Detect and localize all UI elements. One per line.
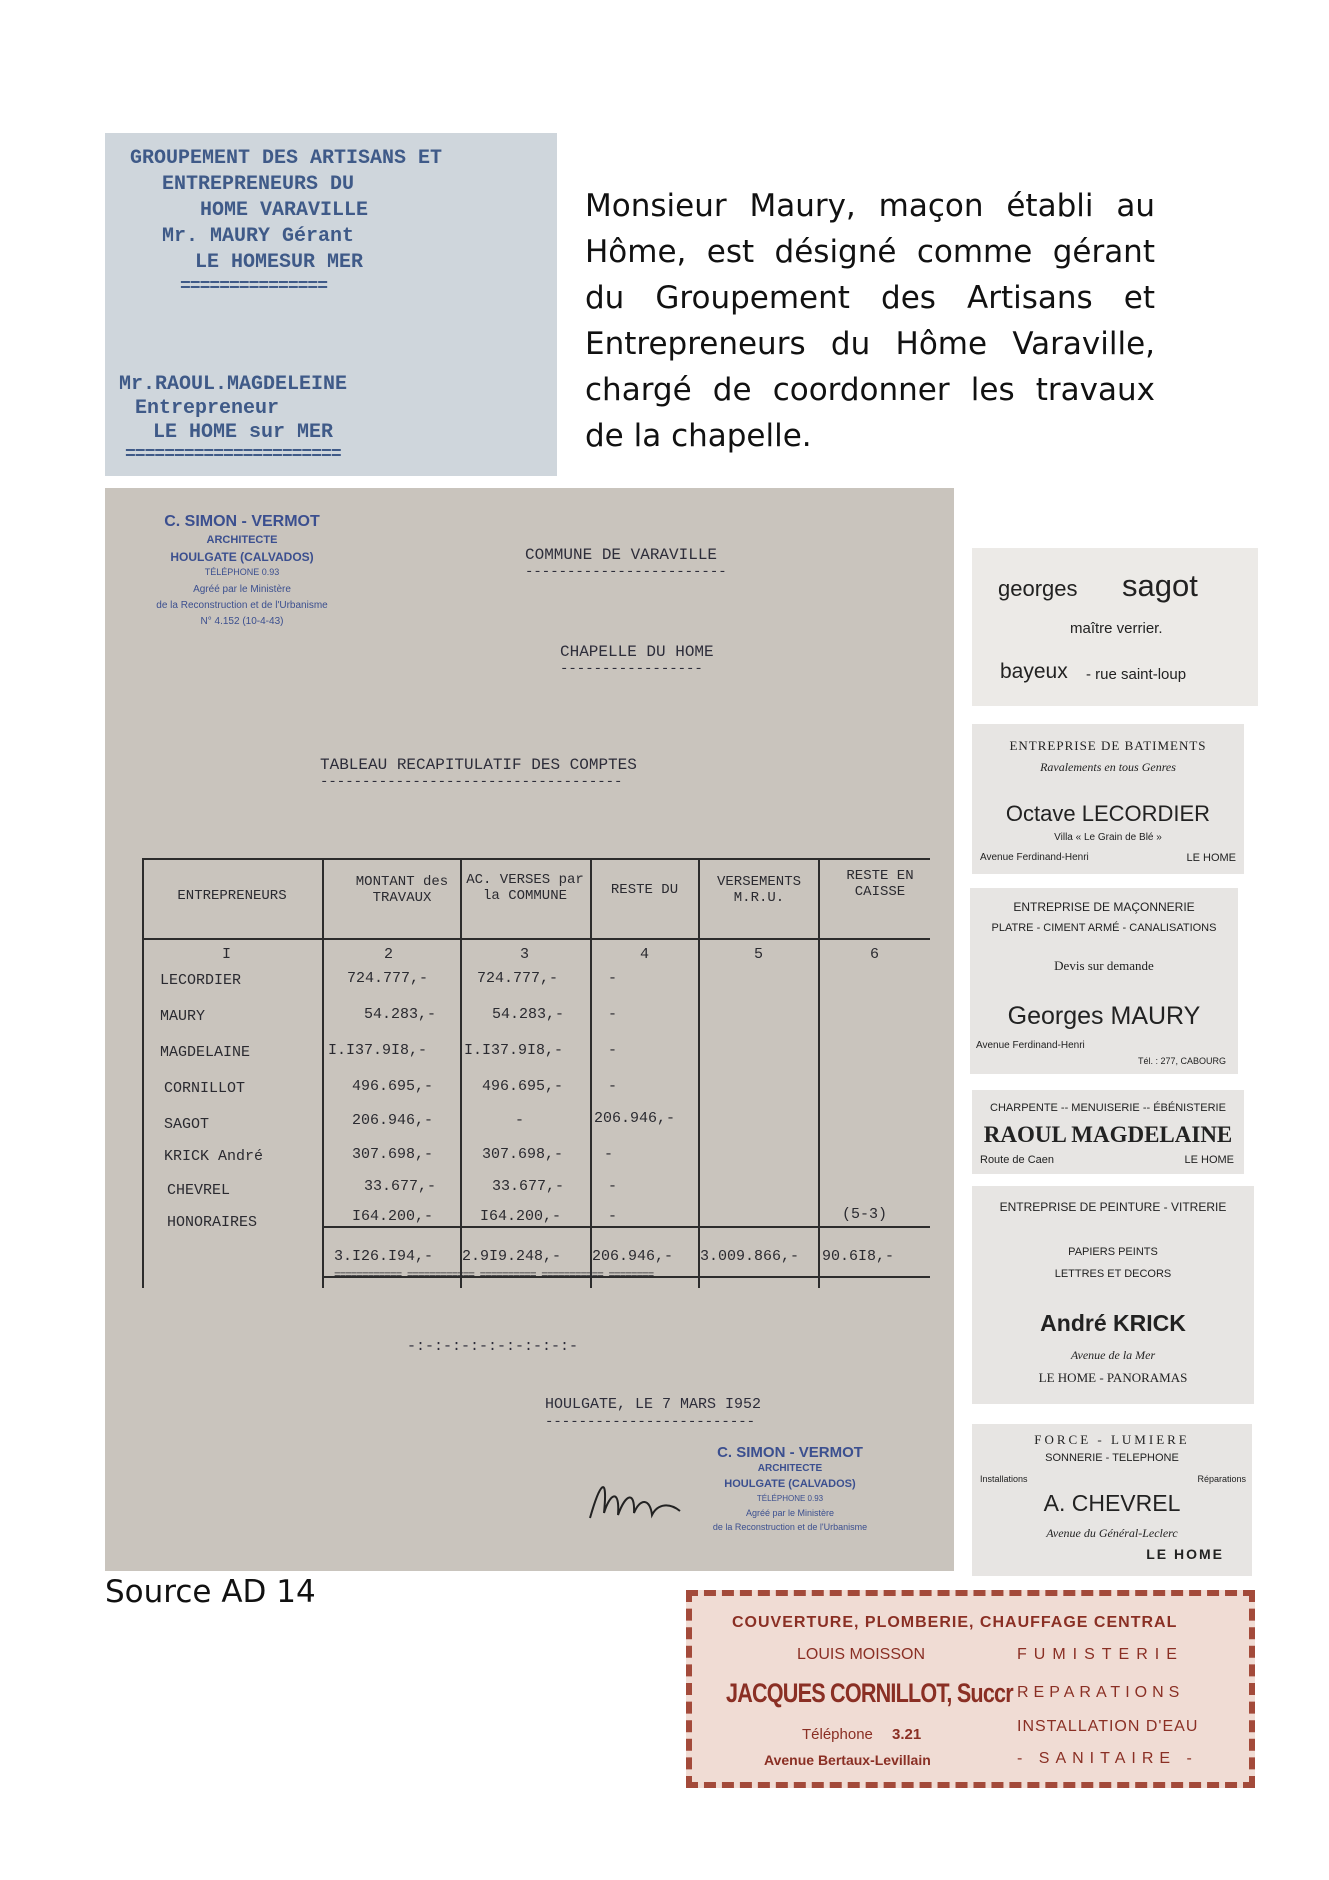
row-montant: 496.695,- bbox=[352, 1078, 434, 1095]
signature bbox=[580, 1463, 690, 1533]
recap-document bbox=[105, 488, 954, 1571]
chevrel-right: Réparations bbox=[1197, 1474, 1246, 1484]
lecordier-line2: Ravalements en tous Genres bbox=[1040, 760, 1176, 774]
row-montant: 724.777,- bbox=[347, 970, 429, 987]
stamp-divider: ====================== bbox=[125, 445, 341, 465]
row-name: KRICK André bbox=[164, 1148, 264, 1165]
krick-avenue: Avenue de la Mer bbox=[1070, 1348, 1156, 1362]
maury-tel: Tél. : 277, CABOURG bbox=[1137, 1056, 1226, 1066]
tableau-title: TABLEAU RECAPITULATIF DES COMPTES bbox=[320, 756, 637, 774]
chapelle-title: CHAPELLE DU HOME bbox=[560, 643, 714, 661]
maury-name: Georges MAURY bbox=[1007, 1002, 1201, 1030]
table-rule bbox=[590, 858, 592, 1288]
row-reste: 206.946,- bbox=[594, 1110, 676, 1127]
card-maury bbox=[970, 888, 1238, 1074]
table-rule bbox=[322, 858, 324, 1288]
chevrel-place: LE HOME bbox=[1146, 1546, 1224, 1562]
krick-place: LE HOME - PANORAMAS bbox=[1038, 1370, 1188, 1385]
chevrel-avenue: Avenue du Général-Leclerc bbox=[1046, 1526, 1178, 1540]
moisson-phone-label: Téléphone bbox=[802, 1726, 873, 1743]
row-verses: 54.283,- bbox=[492, 1006, 565, 1023]
table-header: RESTE EN CAISSE bbox=[846, 868, 914, 900]
table-header: MONTANT des TRAVAUX bbox=[355, 874, 449, 906]
total-montant: 3.I26.I94,- bbox=[334, 1248, 434, 1265]
table-rule bbox=[818, 858, 820, 1288]
column-number: 3 bbox=[520, 946, 530, 963]
card-sagot bbox=[972, 548, 1258, 706]
stamp-line: Mr.RAOUL.MAGDELEINE bbox=[119, 373, 348, 396]
card-krick bbox=[972, 1186, 1254, 1404]
table-header: ENTREPRENEURS bbox=[177, 888, 287, 904]
place-date: HOULGATE, LE 7 MARS I952 bbox=[545, 1396, 762, 1413]
maury-line3: Devis sur demande bbox=[1054, 958, 1154, 973]
row-reste: - bbox=[604, 1146, 614, 1163]
sagot-lastname: sagot bbox=[1122, 568, 1198, 603]
moisson-louis: LOUIS MOISSON bbox=[797, 1646, 926, 1663]
stamp-line: ENTREPRENEURS DU bbox=[162, 173, 355, 196]
stamp-line: Mr. MAURY Gérant bbox=[162, 225, 355, 248]
row-reste: - bbox=[608, 1006, 618, 1023]
architect-phone: TÉLÉPHONE 0.93 bbox=[204, 567, 280, 577]
total-verses: 2.9I9.248,- bbox=[462, 1248, 562, 1265]
chevrel-left: Installations bbox=[980, 1474, 1028, 1484]
stamp-line: LE HOMESUR MER bbox=[195, 251, 364, 274]
stamp-divider: =============== bbox=[180, 277, 328, 297]
maury-line1: ENTREPRISE DE MAÇONNERIE bbox=[1013, 900, 1195, 914]
intro-paragraph: Monsieur Maury, maçon établi au Hôme, est désigné comme gérant du Groupement des Artisans et Entrepreneurs du Hôme Varaville, chargé de coordonner les travaux de la chapelle. bbox=[585, 188, 1155, 454]
row-name: SAGOT bbox=[164, 1116, 210, 1133]
separator: -:-:-:-:-:-:-:-:-:- bbox=[407, 1338, 579, 1355]
stamp-line: GROUPEMENT DES ARTISANS ET bbox=[130, 147, 443, 170]
table-rule bbox=[142, 858, 930, 860]
card-magdelaine bbox=[972, 1090, 1244, 1174]
row-name: MAGDELAINE bbox=[160, 1044, 251, 1061]
gerant-stamp bbox=[105, 133, 557, 476]
lecordier-place: LE HOME bbox=[1186, 852, 1236, 864]
table-rule bbox=[322, 1226, 930, 1228]
total-caisse: 90.6I8,- bbox=[822, 1248, 895, 1265]
row-reste: - bbox=[608, 1208, 618, 1225]
row-montant: I64.200,- bbox=[352, 1208, 434, 1225]
row-verses: 496.695,- bbox=[482, 1078, 564, 1095]
source-caption: Source AD 14 bbox=[105, 1574, 316, 1610]
row-reste: - bbox=[608, 1078, 618, 1095]
row-verses: 307.698,- bbox=[482, 1146, 564, 1163]
magdelaine-street: Route de Caen bbox=[980, 1154, 1054, 1166]
lecordier-name: Octave LECORDIER bbox=[1005, 801, 1211, 826]
maury-line2: PLATRE - CIMENT ARMÉ - CANALISATIONS bbox=[991, 922, 1217, 934]
moisson-avenue: Avenue Bertaux-Levillain bbox=[764, 1752, 931, 1768]
row-reste: - bbox=[608, 970, 618, 987]
column-number: 2 bbox=[384, 946, 394, 963]
card-cornillot bbox=[686, 1590, 1255, 1788]
chevrel-name: A. CHEVREL bbox=[1043, 1490, 1181, 1516]
lecordier-villa: Villa « Le Grain de Blé » bbox=[1054, 832, 1162, 843]
architect-title: ARCHITECTE bbox=[757, 1463, 823, 1474]
row-note: (5-3) bbox=[842, 1206, 888, 1223]
magdelaine-name: RAOUL MAGDELAINE bbox=[983, 1122, 1233, 1147]
row-montant: 206.946,- bbox=[352, 1112, 434, 1129]
row-montant: 307.698,- bbox=[352, 1146, 434, 1163]
sagot-firstname: georges bbox=[998, 576, 1078, 601]
accounts-table bbox=[142, 858, 930, 1288]
architect-agree: de la Reconstruction et de l'Urbanisme bbox=[712, 1522, 868, 1532]
magdelaine-place: LE HOME bbox=[1184, 1154, 1234, 1166]
row-montant: I.I37.9I8,- bbox=[328, 1042, 428, 1059]
architect-title: ARCHITECTE bbox=[206, 534, 278, 546]
row-reste: - bbox=[608, 1042, 618, 1059]
double-underline: ============ ============ ========== =========== ======== bbox=[334, 1270, 654, 1282]
underline: ------------------------- bbox=[545, 1414, 756, 1430]
chevrel-line1: FORCE - LUMIERE bbox=[1034, 1432, 1190, 1447]
row-montant: 54.283,- bbox=[364, 1006, 437, 1023]
table-rule bbox=[460, 858, 462, 1288]
moisson-phone: 3.21 bbox=[892, 1726, 922, 1743]
architect-name: C. SIMON - VERMOT bbox=[717, 1444, 863, 1461]
architect-agree: Agréé par le Ministère bbox=[745, 1508, 835, 1518]
moisson-r2: REPARATIONS bbox=[1017, 1684, 1185, 1701]
moisson-line1: COUVERTURE, PLOMBERIE, CHAUFFAGE CENTRAL bbox=[732, 1614, 1178, 1631]
stamp-line: HOME VARAVILLE bbox=[200, 199, 369, 222]
card-lecordier bbox=[972, 724, 1244, 874]
row-reste: - bbox=[608, 1178, 618, 1195]
table-header: RESTE DU bbox=[610, 882, 679, 898]
krick-line1: ENTREPRISE DE PEINTURE - VITRERIE bbox=[999, 1200, 1227, 1214]
krick-line2: PAPIERS PEINTS bbox=[1068, 1246, 1158, 1258]
row-verses: - bbox=[515, 1112, 525, 1129]
row-verses: 724.777,- bbox=[477, 970, 559, 987]
stamp-line: Entrepreneur bbox=[135, 397, 280, 420]
magdelaine-line1: CHARPENTE -- MENUISERIE -- ÉBÉNISTERIE bbox=[990, 1102, 1226, 1114]
moisson-name: JACQUES CORNILLOT, Succr bbox=[726, 1678, 1013, 1708]
card-chevrel bbox=[972, 1424, 1252, 1576]
row-name: CORNILLOT bbox=[164, 1080, 246, 1097]
underline: ------------------------------------ bbox=[320, 774, 623, 790]
architect-city: HOULGATE (CALVADOS) bbox=[724, 1478, 856, 1490]
stamp-line: LE HOME sur MER bbox=[153, 421, 334, 444]
moisson-r3: INSTALLATION D'EAU bbox=[1017, 1718, 1199, 1735]
underline: ------------------------ bbox=[525, 564, 727, 580]
lecordier-avenue: Avenue Ferdinand-Henri bbox=[980, 852, 1089, 863]
column-number: 6 bbox=[870, 946, 880, 963]
table-header: VERSEMENTS M.R.U. bbox=[716, 874, 801, 906]
sagot-city: bayeux bbox=[1000, 660, 1068, 683]
row-montant: 33.677,- bbox=[364, 1178, 437, 1195]
architect-city: HOULGATE (CALVADOS) bbox=[170, 550, 314, 564]
krick-name: André KRICK bbox=[1040, 1310, 1186, 1336]
row-verses: I64.200,- bbox=[480, 1208, 562, 1225]
lecordier-line1: ENTREPRISE DE BATIMENTS bbox=[1009, 738, 1207, 753]
row-verses: 33.677,- bbox=[492, 1178, 565, 1195]
sagot-street: - rue saint-loup bbox=[1086, 666, 1187, 683]
table-rule bbox=[142, 858, 144, 1288]
table-rule bbox=[142, 938, 930, 940]
architect-number: N° 4.152 (10-4-43) bbox=[200, 616, 284, 627]
column-number: 4 bbox=[640, 946, 650, 963]
row-name: MAURY bbox=[160, 1008, 206, 1025]
row-name: LECORDIER bbox=[160, 972, 242, 989]
table-header: AC. VERSES par la COMMUNE bbox=[466, 872, 584, 904]
maury-avenue: Avenue Ferdinand-Henri bbox=[976, 1040, 1085, 1051]
row-name: HONORAIRES bbox=[167, 1214, 258, 1231]
moisson-r4: - SANITAIRE - bbox=[1017, 1750, 1198, 1767]
total-mru: 3.009.866,- bbox=[700, 1248, 800, 1265]
krick-line3: LETTRES ET DECORS bbox=[1054, 1268, 1172, 1280]
commune-title: COMMUNE DE VARAVILLE bbox=[525, 546, 718, 564]
row-name: CHEVREL bbox=[167, 1182, 231, 1199]
column-number: I bbox=[222, 946, 232, 963]
table-rule bbox=[698, 858, 700, 1288]
chevrel-line2: SONNERIE - TELEPHONE bbox=[1045, 1452, 1179, 1464]
architect-agree: Agréé par le Ministère bbox=[193, 584, 291, 595]
total-reste: 206.946,- bbox=[592, 1248, 674, 1265]
architect-phone: TÉLÉPHONE 0.93 bbox=[756, 1494, 824, 1503]
architect-agree: de la Reconstruction et de l'Urbanisme bbox=[156, 600, 328, 611]
column-number: 5 bbox=[754, 946, 764, 963]
moisson-r1: FUMISTERIE bbox=[1017, 1646, 1184, 1663]
architect-name: C. SIMON - VERMOT bbox=[164, 513, 320, 530]
underline: ----------------- bbox=[560, 661, 703, 677]
row-verses: I.I37.9I8,- bbox=[464, 1042, 564, 1059]
sagot-trade: maître verrier. bbox=[1070, 620, 1163, 637]
